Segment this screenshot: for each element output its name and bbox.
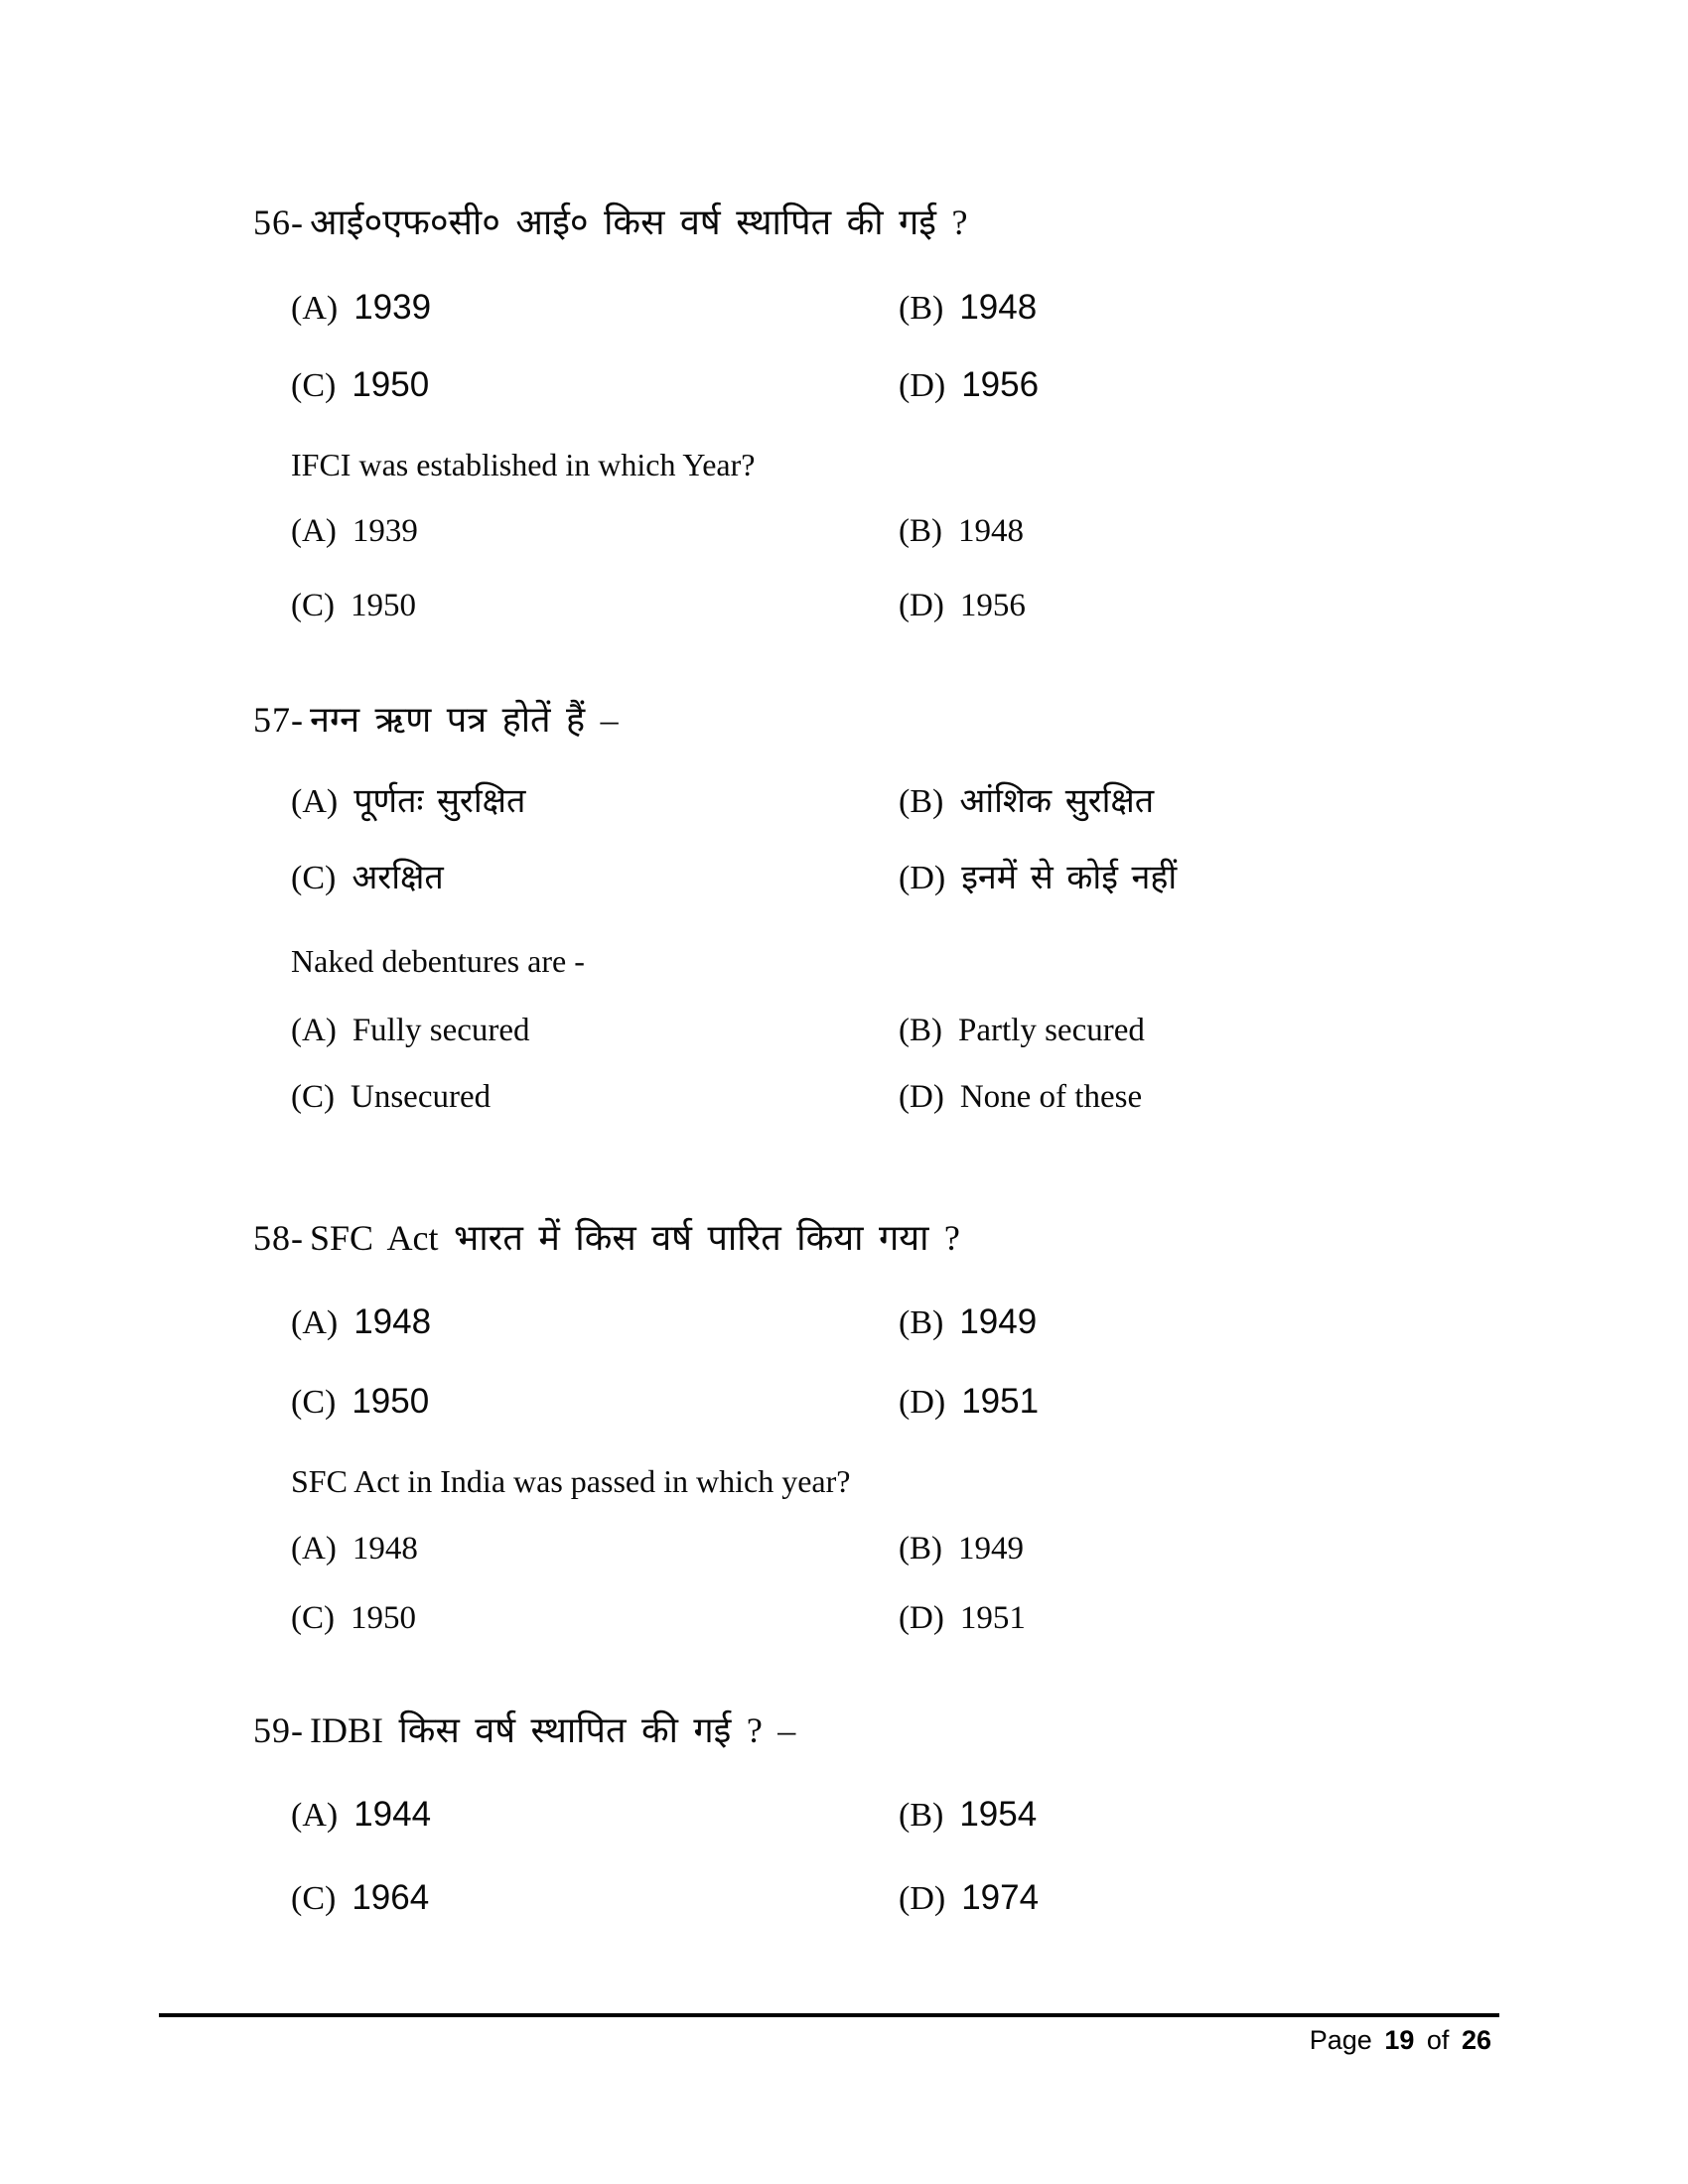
option-59-hi-b-label: (B) (899, 1797, 944, 1834)
option-56-hi-b (899, 285, 1037, 332)
question-58-hindi-options-row-2 (291, 1379, 1542, 1425)
question-59-number: 59- (253, 1710, 304, 1750)
question-57-title-english: Naked debentures are - (291, 943, 585, 979)
option-57-en-b-value: Partly secured (958, 1013, 1145, 1048)
option-56-en-c (291, 586, 416, 625)
option-56-en-c-label: (C) (291, 588, 335, 623)
question-59-heading (253, 1706, 795, 1755)
question-58-title-hindi: SFC Act भारत में किस वर्ष पारित किया गया ? (310, 1218, 960, 1258)
option-57-en-a (291, 1011, 530, 1050)
question-56-heading (253, 198, 967, 247)
option-58-hi-c (291, 1379, 429, 1426)
question-59-hindi-options-row-2 (291, 1875, 1542, 1921)
option-56-en-b-value: 1948 (958, 513, 1024, 549)
option-57-hi-c-label: (C) (291, 860, 337, 896)
option-57-hi-b-label: (B) (899, 783, 944, 820)
question-56-hindi-options-row-2 (291, 362, 1542, 408)
option-59-hi-c-value: 1964 (352, 1878, 430, 1917)
footer-page-number: 19 (1384, 2025, 1415, 2055)
option-58-en-b-label: (B) (899, 1531, 942, 1567)
footer-divider-line (159, 2013, 1499, 2017)
option-57-hi-b-value: आंशिक सुरक्षित (959, 783, 1155, 820)
question-57-english-options-row-2 (291, 1077, 1542, 1123)
option-58-en-d-value: 1951 (959, 1600, 1026, 1636)
option-58-en-a-value: 1948 (352, 1531, 418, 1567)
option-56-en-d-value: 1956 (959, 588, 1026, 623)
option-56-hi-a-value: 1939 (353, 288, 432, 327)
option-57-hi-c (291, 856, 444, 901)
option-57-en-d-value: None of these (959, 1079, 1143, 1115)
option-59-hi-a-label: (A) (291, 1797, 339, 1834)
option-56-hi-a-label: (A) (291, 290, 339, 327)
option-59-hi-b (899, 1792, 1037, 1839)
option-56-en-a (291, 511, 418, 551)
option-56-en-a-label: (A) (291, 513, 337, 549)
option-56-hi-d (899, 362, 1039, 409)
option-59-hi-d-value: 1974 (961, 1878, 1040, 1917)
option-56-hi-b-value: 1948 (959, 288, 1038, 327)
option-58-en-c-value: 1950 (351, 1600, 416, 1636)
option-58-en-b (899, 1529, 1024, 1569)
question-57-hindi-options-row-2 (291, 856, 1542, 901)
option-58-en-a-label: (A) (291, 1531, 337, 1567)
question-57-hindi-options-row-1 (291, 779, 1542, 825)
option-57-en-b-label: (B) (899, 1013, 942, 1048)
option-57-en-c-label: (C) (291, 1079, 335, 1115)
question-57-english-options-row-1 (291, 1011, 1542, 1056)
option-57-hi-b (899, 779, 1154, 825)
option-56-hi-d-label: (D) (899, 367, 946, 404)
option-59-hi-c (291, 1875, 429, 1922)
option-56-en-d-label: (D) (899, 588, 944, 623)
option-58-hi-d-label: (D) (899, 1384, 946, 1421)
footer-page-label: Page (1309, 2025, 1372, 2055)
question-56-hindi-options-row-1 (291, 285, 1542, 331)
option-58-en-b-value: 1949 (958, 1531, 1024, 1567)
question-56-number: 56- (253, 203, 304, 242)
option-57-hi-a-label: (A) (291, 783, 339, 820)
option-57-hi-d (899, 856, 1177, 901)
option-58-hi-a (291, 1299, 431, 1346)
footer-of-label: of (1426, 2025, 1450, 2055)
option-56-en-b (899, 511, 1024, 551)
question-57-number: 57- (253, 700, 304, 740)
option-57-en-a-label: (A) (291, 1013, 337, 1048)
option-57-hi-a (291, 779, 525, 825)
question-59-title-hindi: IDBI किस वर्ष स्थापित की गई ? – (310, 1710, 796, 1750)
option-56-hi-c-value: 1950 (352, 365, 430, 404)
option-57-en-d (899, 1077, 1142, 1117)
option-58-hi-c-value: 1950 (352, 1382, 430, 1421)
option-58-hi-b (899, 1299, 1037, 1346)
option-58-en-c (291, 1598, 416, 1638)
question-59-hindi-options-row-1 (291, 1792, 1542, 1838)
option-56-hi-a (291, 285, 431, 332)
option-59-hi-a (291, 1792, 431, 1839)
option-57-en-c-value: Unsecured (351, 1079, 492, 1115)
option-57-en-c (291, 1077, 491, 1117)
option-56-hi-c-label: (C) (291, 367, 337, 404)
option-56-en-b-label: (B) (899, 513, 942, 549)
option-58-hi-d-value: 1951 (961, 1382, 1040, 1421)
option-58-en-d (899, 1598, 1026, 1638)
option-57-en-a-value: Fully secured (352, 1013, 530, 1048)
option-58-hi-a-value: 1948 (353, 1302, 432, 1341)
option-59-hi-c-label: (C) (291, 1880, 337, 1917)
footer-page-indicator (1182, 2023, 1491, 2057)
option-59-hi-a-value: 1944 (353, 1795, 432, 1834)
option-58-hi-c-label: (C) (291, 1384, 337, 1421)
option-57-hi-d-label: (D) (899, 860, 946, 896)
question-56-english-options-row-2 (291, 586, 1542, 631)
question-58-title-english: SFC Act in India was passed in which year? (291, 1463, 851, 1499)
question-58-heading (253, 1213, 960, 1263)
option-56-en-d (899, 586, 1026, 625)
option-57-hi-c-value: अरक्षित (352, 860, 444, 896)
option-58-en-c-label: (C) (291, 1600, 335, 1636)
option-57-hi-d-value: इनमें से कोई नहीं (961, 860, 1178, 896)
question-58-hindi-options-row-1 (291, 1299, 1542, 1345)
question-58-number: 58- (253, 1218, 304, 1258)
option-56-en-a-value: 1939 (352, 513, 418, 549)
option-57-hi-a-value: पूर्णतः सुरक्षित (353, 783, 526, 820)
option-59-hi-d-label: (D) (899, 1880, 946, 1917)
option-57-en-d-label: (D) (899, 1079, 944, 1115)
footer-total-pages: 26 (1461, 2025, 1491, 2055)
option-56-hi-c (291, 362, 429, 409)
question-56-english-options-row-1 (291, 511, 1542, 557)
question-58-english-options-row-2 (291, 1598, 1542, 1644)
question-56-title-hindi: आई०एफ०सी० आई० किस वर्ष स्थापित की गई ? (310, 203, 968, 242)
option-56-hi-d-value: 1956 (961, 365, 1040, 404)
option-58-hi-d (899, 1379, 1039, 1426)
option-59-hi-d (899, 1875, 1039, 1922)
question-57-heading (253, 695, 619, 745)
option-56-en-c-value: 1950 (351, 588, 416, 623)
option-59-hi-b-value: 1954 (959, 1795, 1038, 1834)
option-58-hi-a-label: (A) (291, 1304, 339, 1341)
option-58-en-a (291, 1529, 418, 1569)
option-58-en-d-label: (D) (899, 1600, 944, 1636)
question-56-title-english: IFCI was established in which Year? (291, 447, 756, 482)
option-58-hi-b-value: 1949 (959, 1302, 1038, 1341)
option-57-en-b (899, 1011, 1145, 1050)
question-57-title-hindi: नग्न ऋण पत्र होतें हैं – (310, 700, 619, 740)
question-58-english-options-row-1 (291, 1529, 1542, 1574)
option-58-hi-b-label: (B) (899, 1304, 944, 1341)
option-56-hi-b-label: (B) (899, 290, 944, 327)
